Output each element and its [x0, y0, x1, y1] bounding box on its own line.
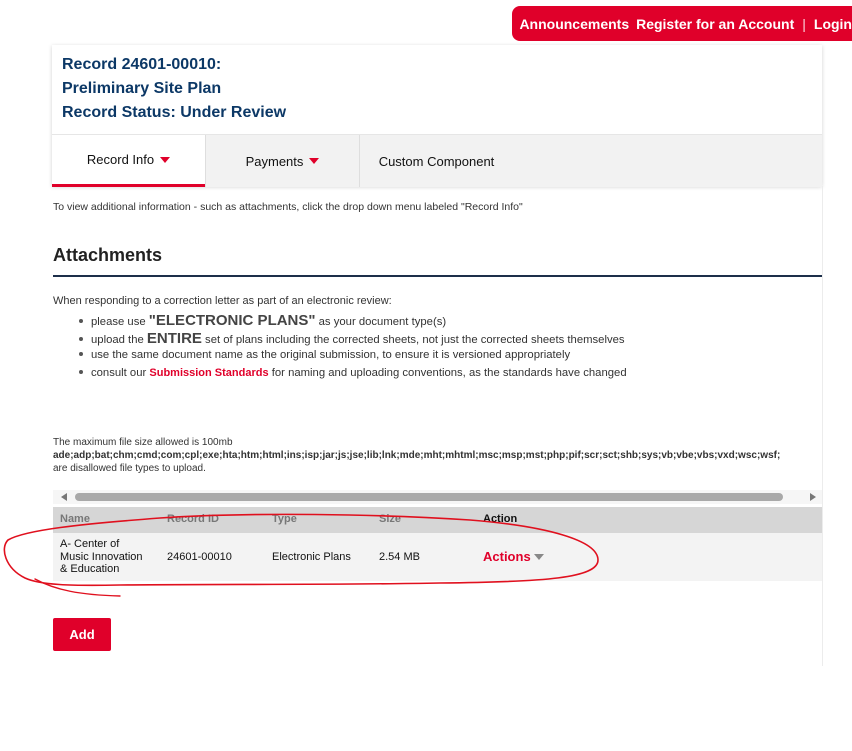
tab-custom-component[interactable] — [360, 135, 513, 187]
attachment-type: Electronic Plans — [272, 551, 351, 563]
bullet-icon — [79, 319, 83, 323]
actions-dropdown[interactable] — [483, 549, 544, 564]
caret-down-icon — [309, 158, 319, 164]
disallowed-types: ade;adp;bat;chm;cmd;com;cpl;exe;hta;htm;html;ins;isp;jar;js;jse;lib;lnk;mde;mht;mhtml;msc;msp;mst;php;pif;scr;sct;shb;sys;vb;vbe;vbs;vxd;wsc;wsf; — [53, 450, 781, 461]
caret-down-icon — [160, 157, 170, 163]
content-right-border — [822, 186, 823, 666]
list-item — [62, 330, 627, 348]
attachment-name-line: & Education — [60, 563, 120, 575]
register-link[interactable]: Register for an Account — [636, 15, 795, 32]
record-tabs — [52, 134, 822, 187]
bullet-icon — [79, 352, 83, 356]
actions-label: Actions — [483, 549, 531, 564]
record-status: Record Status: Under Review — [62, 104, 287, 121]
add-attachment-button[interactable]: Add — [53, 618, 111, 651]
column-header-record-id[interactable]: Record ID — [167, 513, 219, 525]
tab-record-info[interactable] — [52, 135, 205, 187]
column-header-type[interactable]: Type — [272, 513, 297, 525]
record-header-card — [52, 45, 822, 186]
nav-separator: | — [802, 15, 806, 32]
bullet-text: as your document type(s) — [315, 316, 447, 328]
tab-payments-label: Payments — [245, 153, 304, 169]
attachment-name-line: A- Center of — [60, 538, 120, 550]
bullet-emphasis: ENTIRE — [146, 329, 202, 347]
bullet-icon — [79, 370, 83, 374]
attachments-heading: Attachments — [53, 245, 163, 265]
tab-record-info-label: Record Info — [86, 152, 155, 167]
scrollbar-thumb[interactable] — [75, 493, 783, 501]
attachment-name-line: Music Innovation — [60, 550, 143, 563]
announcements-link[interactable]: Announcements — [519, 15, 630, 32]
list-item — [62, 347, 627, 365]
record-type: Preliminary Site Plan — [62, 80, 222, 97]
list-item — [62, 312, 627, 330]
bullet-text: set of plans including the corrected sheets, not just the corrected sheets themselves — [201, 333, 625, 346]
file-size-info — [53, 436, 823, 475]
max-file-size: The maximum file size allowed is 100mb — [53, 437, 233, 448]
attachment-name — [60, 538, 143, 576]
top-nav — [512, 6, 852, 41]
bullet-text: upload the — [91, 333, 147, 346]
table-horizontal-scrollbar[interactable] — [53, 490, 822, 504]
bullet-text: consult our — [91, 366, 150, 379]
correction-notice: When responding to a correction letter as part of an electronic review: — [53, 295, 392, 307]
record-number: Record 24601-00010: — [62, 56, 222, 73]
column-header-size[interactable]: Size — [379, 513, 402, 525]
bullet-text: please use — [91, 316, 149, 328]
bullet-text: for naming and uploading conventions, as the standards have changed — [268, 366, 627, 379]
attachment-size: 2.54 MB — [379, 551, 420, 563]
column-header-name[interactable]: Name — [60, 513, 90, 525]
tab-payments[interactable] — [206, 135, 359, 187]
bullet-icon — [79, 337, 83, 341]
section-divider — [53, 275, 823, 277]
chevron-down-icon — [534, 554, 544, 560]
record-info-hint: To view additional information - such as attachments, click the drop down menu labeled "Record Info" — [53, 201, 523, 213]
scroll-left-icon[interactable] — [61, 493, 67, 501]
disallowed-suffix: are disallowed file types to upload. — [53, 463, 206, 474]
column-header-action: Action — [483, 513, 518, 525]
table-row — [53, 533, 822, 581]
scroll-right-icon[interactable] — [810, 493, 816, 501]
tab-custom-component-label: Custom Component — [378, 153, 495, 169]
list-item — [62, 365, 627, 383]
attachments-table-header — [53, 507, 822, 533]
bullet-emphasis: "ELECTRONIC PLANS" — [148, 312, 316, 329]
instruction-list — [62, 312, 627, 382]
bullet-text: use the same document name as the original submission, to ensure it is versioned appropriately — [91, 349, 571, 361]
attachment-record-id: 24601-00010 — [167, 551, 232, 563]
submission-standards-link[interactable]: Submission Standards — [149, 366, 269, 379]
login-link[interactable]: Login — [813, 15, 852, 32]
